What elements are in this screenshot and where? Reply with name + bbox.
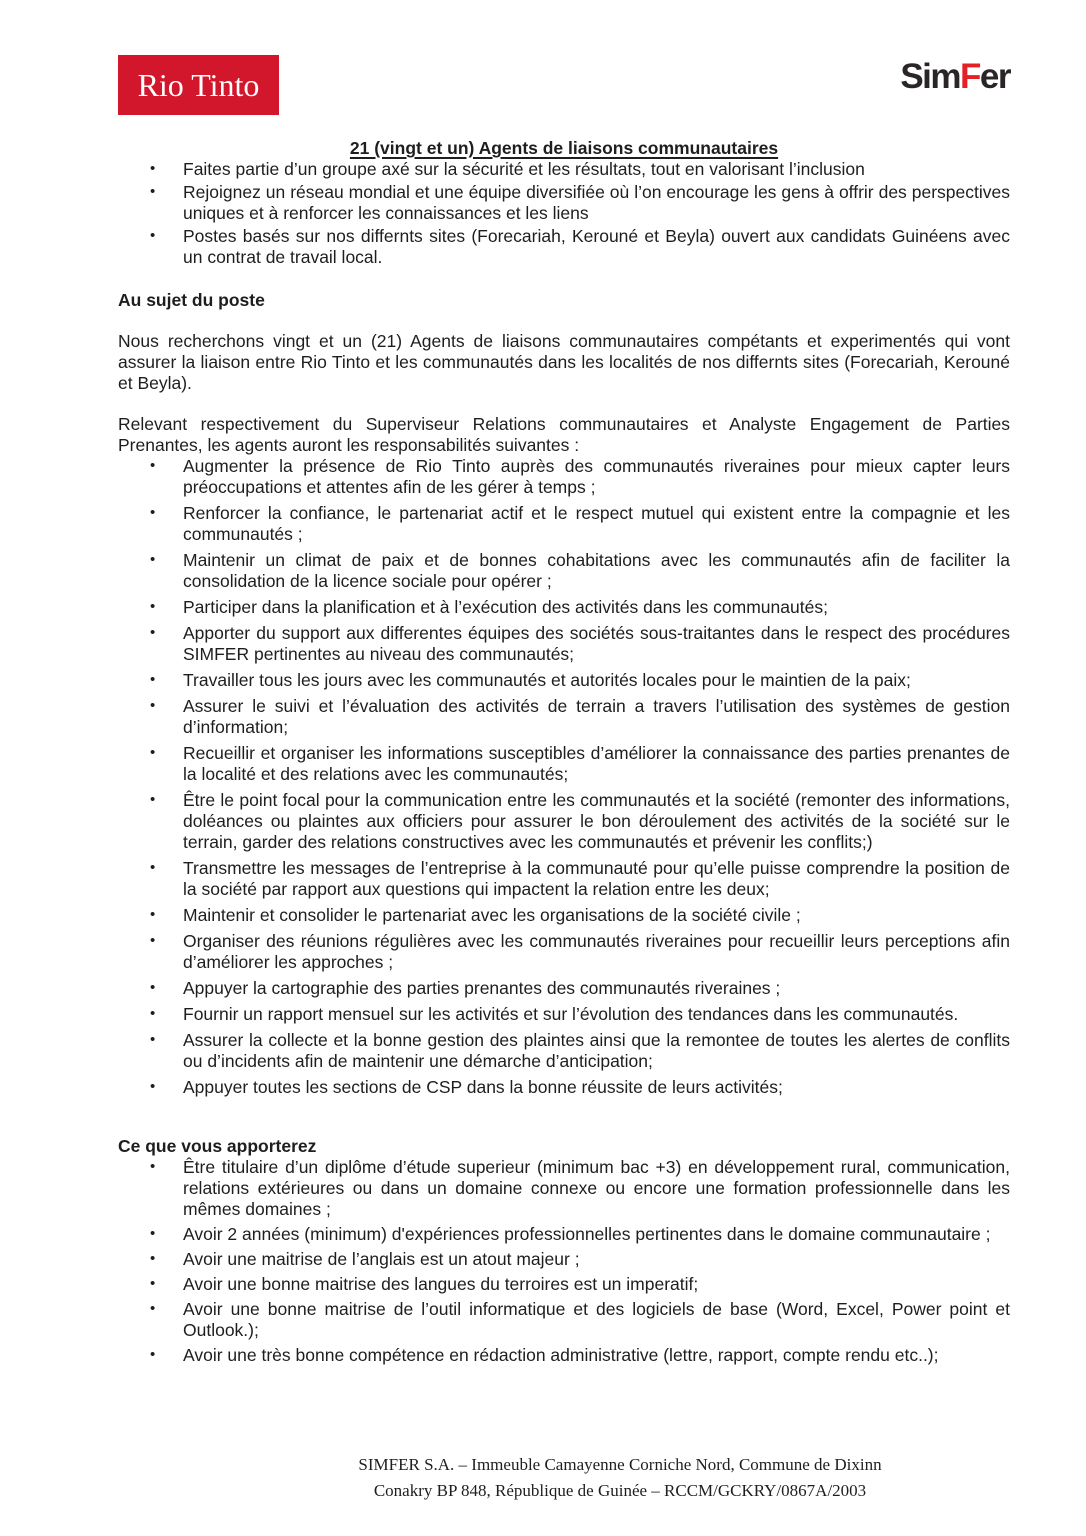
responsibility-list-item xyxy=(118,790,1010,853)
responsibility-list-item-text: Fournir un rapport mensuel sur les activités et sur l’évolution des tendances dans les communautés. xyxy=(183,1004,959,1024)
bullet-icon: • xyxy=(150,1158,156,1175)
responsibility-list-item-text: Assurer le suivi et l’évaluation des activités de terrain a travers l’utilisation des systèmes de gestion d’information; xyxy=(183,696,1010,737)
responsibility-list-item xyxy=(118,456,1010,498)
responsibility-list-item-text: Transmettre les messages de l’entreprise à la communauté pour qu’elle puisse comprendre la position de la société par rapport aux questions qui impactent la relation entre les deux; xyxy=(183,858,1010,899)
responsibility-list-item-text: Appuyer la cartographie des parties prenantes des communautés riveraines ; xyxy=(183,978,781,998)
footer-line-1: SIMFER S.A. – Immeuble Camayenne Corniche Nord, Commune de Dixinn xyxy=(358,1455,882,1474)
intro-list-item-text: Rejoignez un réseau mondial et une équipe diversifiée où l’on encourage les gens à offrir des perspectives uniques et à renforcer les connaissances et les liens xyxy=(183,182,1010,223)
responsibility-list-item-text: Maintenir et consolider le partenariat avec les organisations de la société civile ; xyxy=(183,905,801,925)
requirement-list-item xyxy=(118,1224,1010,1245)
responsibility-list-item-text: Recueillir et organiser les informations susceptibles d’améliorer la connaissance des parties prenantes de la localité et des relations avec les communautés; xyxy=(183,743,1010,784)
bullet-icon: • xyxy=(150,1005,156,1022)
responsibility-list-item-text: Assurer la collecte et la bonne gestion des plaintes ainsi que la remontee de toutes les alertes de conflits ou d’incidents afin de maintenir une démarche d’anticipation; xyxy=(183,1030,1010,1071)
simfer-logo-er: er xyxy=(979,57,1010,96)
requirements-list xyxy=(118,1157,1010,1366)
bullet-icon: • xyxy=(150,671,156,688)
responsibility-list-item xyxy=(118,550,1010,592)
section-heading-about: Au sujet du poste xyxy=(118,290,265,310)
requirement-list-item xyxy=(118,1274,1010,1295)
bullet-icon: • xyxy=(150,791,156,808)
riotinto-logo xyxy=(118,55,279,115)
bullet-icon: • xyxy=(150,744,156,761)
bullet-icon: • xyxy=(150,859,156,876)
responsibility-list-item-text: Participer dans la planification et à l’exécution des activités dans les communautés; xyxy=(183,597,828,617)
responsibility-list-item xyxy=(118,858,1010,900)
document-title: 21 (vingt et un) Agents de liaisons communautaires xyxy=(349,138,779,158)
responsibility-list-item xyxy=(118,1077,1010,1098)
document-content xyxy=(118,55,1010,1366)
intro-list-item xyxy=(118,159,1010,180)
bullet-icon: • xyxy=(150,598,156,615)
responsibility-list-item-text: Organiser des réunions régulières avec les communautés riveraines pour recueillir leurs perceptions afin d’améliorer les approches ; xyxy=(183,931,1010,972)
intro-list-item-text: Faites partie d’un groupe axé sur la sécurité et les résultats, tout en valorisant l’inclusion xyxy=(183,159,865,179)
bullet-icon: • xyxy=(150,457,156,474)
responsibility-list-item xyxy=(118,978,1010,999)
bullet-icon: • xyxy=(150,1250,156,1267)
document-header xyxy=(118,55,1010,115)
responsibility-list-item xyxy=(118,743,1010,785)
responsibility-list-item xyxy=(118,503,1010,545)
document-footer xyxy=(154,1452,1086,1504)
bullet-icon: • xyxy=(150,504,156,521)
responsibility-list-item-text: Renforcer la confiance, le partenariat actif et le respect mutuel qui existent entre la compagnie et les communautés ; xyxy=(183,503,1010,544)
requirement-list-item-text: Avoir une bonne maitrise des langues du terroires est un imperatif; xyxy=(183,1274,699,1294)
responsibility-list-item-text: Travailler tous les jours avec les communautés et autorités locales pour le maintien de la paix; xyxy=(183,670,911,690)
requirement-list-item-text: Être titulaire d’un diplôme d’étude superieur (minimum bac +3) en développement rural, communication, relations extérieures ou dans un domaine connexe ou encore une formation professionnelle dans les mêmes domaines ; xyxy=(183,1157,1010,1219)
bullet-icon: • xyxy=(150,932,156,949)
about-paragraph-2: Relevant respectivement du Superviseur Relations communautaires et Analyste Engagement de Parties Prenantes, les agents auront les responsabilités suivantes : xyxy=(118,414,1010,455)
responsibilities-list xyxy=(118,456,1010,1098)
responsibility-list-item xyxy=(118,905,1010,926)
responsibility-list-item xyxy=(118,1030,1010,1072)
requirement-list-item-text: Avoir une très bonne compétence en rédaction administrative (lettre, rapport, compte rendu etc..); xyxy=(183,1345,939,1365)
footer-line-2: Conakry BP 848, République de Guinée – RCCM/GCKRY/0867A/2003 xyxy=(373,1481,867,1500)
responsibility-list-item-text: Être le point focal pour la communication entre les communautés et la société (remonter des informations, doléances ou plaintes aux officiers pour assurer le bon déroulement des activités de la société sur le terrain, garder des relations constructives avec les communautés et prévenir les conflits;) xyxy=(183,790,1010,852)
requirement-list-item xyxy=(118,1299,1010,1341)
bullet-icon: • xyxy=(150,183,156,200)
bullet-icon: • xyxy=(150,624,156,641)
bullet-icon: • xyxy=(150,906,156,923)
requirement-list-item xyxy=(118,1345,1010,1366)
bullet-icon: • xyxy=(150,1031,156,1048)
simfer-logo-sim: Sim xyxy=(900,57,961,96)
intro-bullet-list xyxy=(118,159,1010,268)
bullet-icon: • xyxy=(150,1300,156,1317)
bullet-icon: • xyxy=(150,551,156,568)
responsibility-list-item-text: Appuyer toutes les sections de CSP dans la bonne réussite de leurs activités; xyxy=(183,1077,783,1097)
responsibility-list-item xyxy=(118,696,1010,738)
bullet-icon: • xyxy=(150,979,156,996)
bullet-icon: • xyxy=(150,160,156,177)
responsibility-list-item xyxy=(118,931,1010,973)
bullet-icon: • xyxy=(150,1275,156,1292)
section-heading-requirements: Ce que vous apporterez xyxy=(118,1136,317,1156)
about-paragraph-1: Nous recherchons vingt et un (21) Agents de liaisons communautaires compétants et experimentés qui vont assurer la liaison entre Rio Tinto et les communautés dans les localités de nos differnts sites (Forecariah, Kerouné et Beyla). xyxy=(118,331,1010,393)
responsibility-list-item-text: Apporter du support aux differentes équipes des sociétés sous-traitantes dans le respect des procédures SIMFER pertinentes au niveau des communautés; xyxy=(183,623,1010,664)
riotinto-logo-text: Rio Tinto xyxy=(137,66,260,103)
intro-list-item xyxy=(118,226,1010,268)
responsibility-list-item xyxy=(118,623,1010,665)
simfer-logo-f: F xyxy=(960,57,980,96)
bullet-icon: • xyxy=(150,1225,156,1242)
requirement-list-item-text: Avoir une bonne maitrise de l’outil informatique et des logiciels de base (Word, Excel, Power point et Outlook.); xyxy=(183,1299,1010,1340)
bullet-icon: • xyxy=(150,1078,156,1095)
bullet-icon: • xyxy=(150,227,156,244)
requirement-list-item xyxy=(118,1249,1010,1270)
responsibility-list-item-text: Maintenir un climat de paix et de bonnes cohabitations avec les communautés afin de faciliter la consolidation de la licence sociale pour opérer ; xyxy=(183,550,1010,591)
responsibility-list-item xyxy=(118,670,1010,691)
responsibility-list-item xyxy=(118,597,1010,618)
simfer-logo xyxy=(900,57,1010,97)
requirement-list-item xyxy=(118,1157,1010,1220)
requirement-list-item-text: Avoir une maitrise de l’anglais est un atout majeur ; xyxy=(183,1249,580,1269)
requirement-list-item-text: Avoir 2 années (minimum) d'expériences professionnelles pertinentes dans le domaine communautaire ; xyxy=(183,1224,991,1244)
bullet-icon: • xyxy=(150,1346,156,1363)
intro-list-item-text: Postes basés sur nos differnts sites (Forecariah, Kerouné et Beyla) ouvert aux candidats Guinéens avec un contrat de travail local. xyxy=(183,226,1010,267)
bullet-icon: • xyxy=(150,697,156,714)
intro-list-item xyxy=(118,182,1010,224)
responsibility-list-item-text: Augmenter la présence de Rio Tinto auprès des communautés riveraines pour mieux capter leurs préoccupations et attentes afin de les gérer à temps ; xyxy=(183,456,1010,497)
responsibility-list-item xyxy=(118,1004,1010,1025)
